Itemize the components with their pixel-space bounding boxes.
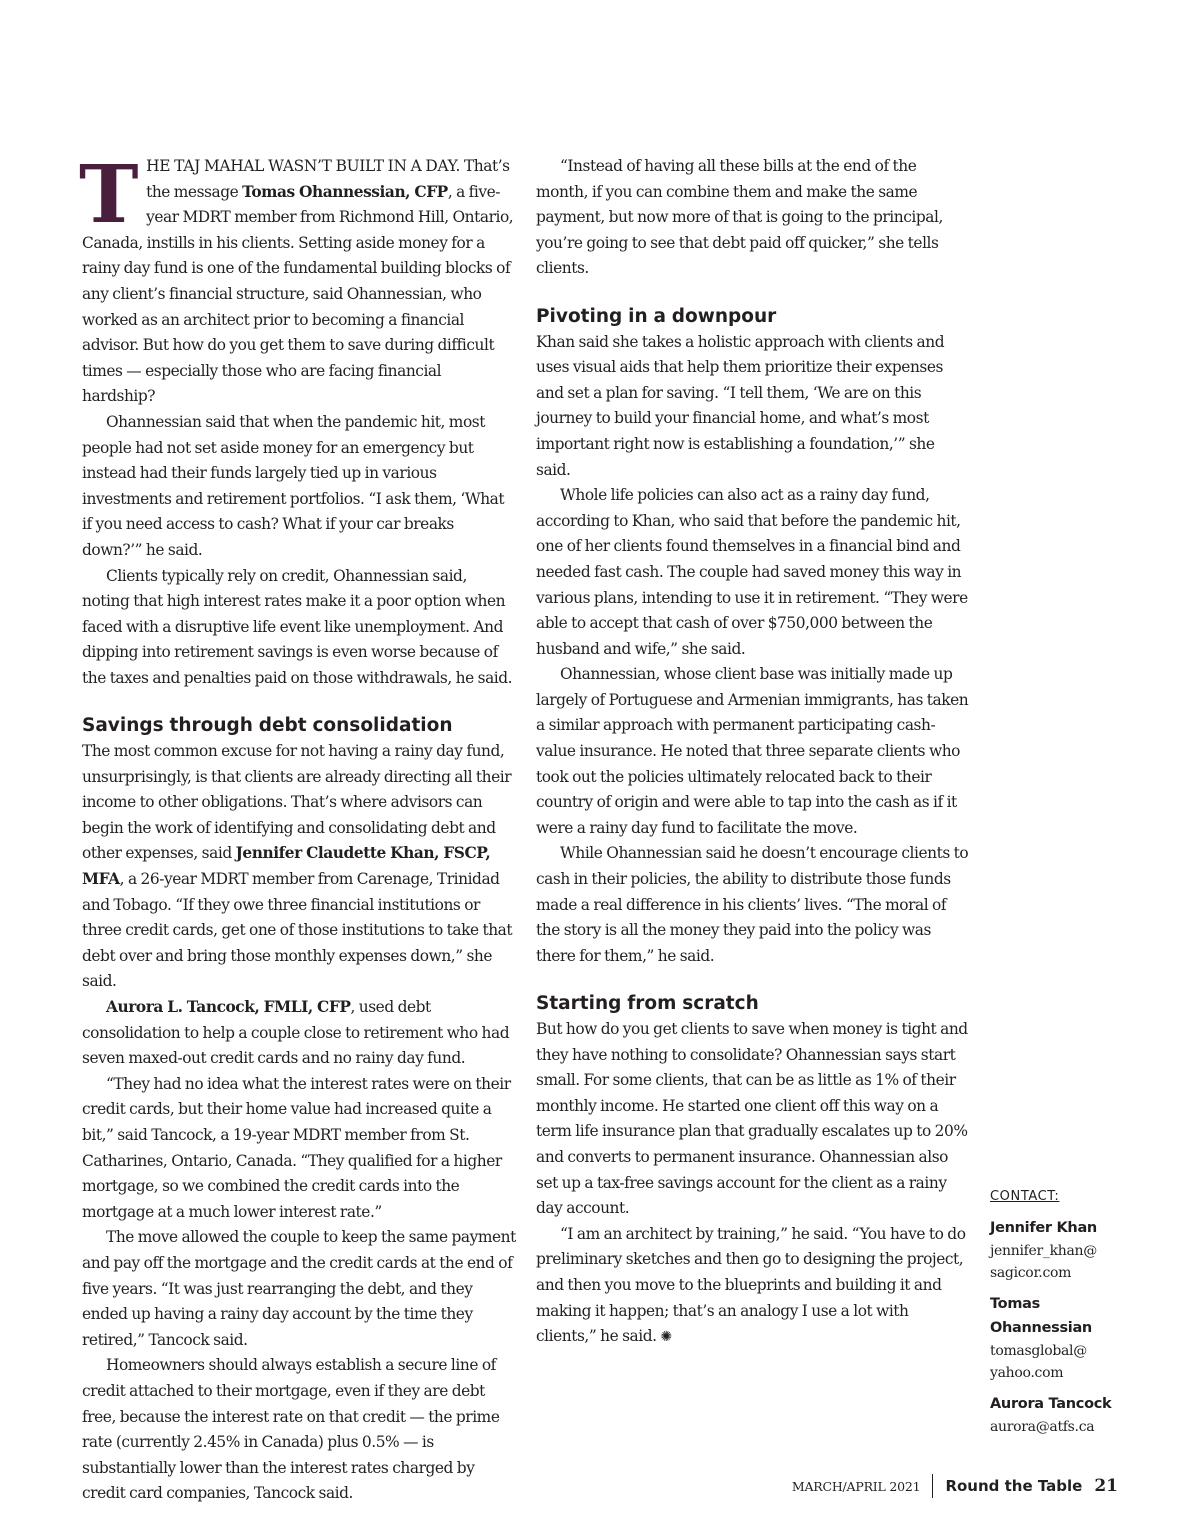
body-paragraph: “Instead of having all these bills at the end of the month, if you can combine them and make the same payment, but now more of that is going to the principal, you’re going to see that debt paid off quicker,” she tells clients.	[536, 157, 943, 278]
person-name: Tomas Ohannessian, CFP	[242, 182, 448, 201]
page-footer	[792, 1474, 1118, 1498]
body-paragraph: But how do you get clients to save when money is tight and they have nothing to consolidate? Ohannessian says start small. For some clients, that can be as little as 1% of their monthly income. He started one client off this way on a term life insurance plan that gradually escalates up to 20% and converts to permanent insurance. Ohannessian also set up a tax-free savings account for the client as a rainy day account.	[536, 1020, 968, 1218]
end-mark-icon: ✺	[660, 1329, 672, 1346]
page-number: 21	[1094, 1476, 1118, 1496]
contact-name: Aurora Tancock	[990, 1396, 1112, 1412]
lead-in: HE TAJ MAHAL WASN’T BUILT IN A DAY.	[146, 157, 461, 175]
body-paragraph: The most common excuse for not having a rainy day fund, unsurprisingly, is that clients are already directing all their income to other obligations. That’s where advisors can begin the work of identifying and consolidating debt and other expenses, said Jennifer Claudette Khan, FSCP, MFA, a 26-year MDRT member from Carenage, Trinidad and Tobago. “If they owe three financial institutions or three credit cards, get one of those institutions to take that debt over and bring those monthly expenses down,” she said.	[82, 742, 513, 991]
footer-divider	[932, 1474, 933, 1498]
issue-date: MARCH/APRIL 2021	[791, 1478, 921, 1494]
body-paragraph: “I am an architect by training,” he said. “You have to do preliminary sketches and then go to designing the project, and then you move to the blueprints and building it and making it happen; that’s an analogy I use a lot with clients,” he said. ✺	[536, 1224, 966, 1346]
contact-name: Jennifer Khan	[990, 1220, 1097, 1236]
contact-email: aurora@atfs.ca	[990, 1419, 1095, 1435]
body-paragraph: Khan said she takes a holistic approach with clients and uses visual aids that help them prioritize their expenses and set a plan for saving. “I tell them, ‘We are on this journey to build your financial home, and what’s most important right now is establishing a foundation,’” she said.	[536, 332, 945, 479]
section-heading-scratch: Starting from scratch	[536, 993, 759, 1015]
contact-box	[990, 1186, 1130, 1446]
magazine-name: Round the Table	[945, 1477, 1083, 1495]
person-name: Aurora L. Tancock, FMLI, CFP	[106, 998, 351, 1016]
section-heading-savings: Savings through debt consolidation	[82, 715, 453, 737]
body-paragraph: Aurora L. Tancock, FMLI, CFP, used debt consolidation to help a couple close to retirement who had seven maxed-out credit cards and no rainy day fund.	[82, 998, 510, 1068]
body-paragraph: Clients typically rely on credit, Ohannessian said, noting that high interest rates make it a poor option when faced with a disruptive life event like unemployment. And dipping into retirement savings is even worse because of the taxes and penalties paid on those withdrawals, he said.	[82, 566, 513, 687]
contact-name: Tomas Ohannessian	[990, 1296, 1092, 1336]
contact-email: jennifer_khan@ sagicor.com	[990, 1243, 1097, 1281]
drop-cap: T	[79, 147, 139, 241]
article-column-left	[79, 147, 516, 1507]
contact-email: tomasglobal@ yahoo.com	[990, 1343, 1087, 1381]
body-paragraph: Ohannessian said that when the pandemic hit, most people had not set aside money for an emergency but instead had their funds largely tied up in various investments and retirement portfolios. “I ask them, ‘What if you need access to cash? What if your car breaks down?’” he said.	[82, 412, 505, 559]
intro-paragraph: THE TAJ MAHAL WASN’T BUILT IN A DAY. That’s the message Tomas Ohannessian, CFP, a five-year MDRT member from Richmond Hill, Ontario, Canada, instills in his clients. Setting aside money for a rainy day fund is one of the fundamental building blocks of any client’s financial structure, said Ohannessian, who worked as an architect prior to becoming a financial advisor. But how do you get them to save during difficult times — especially those who are facing financial hardship?	[79, 147, 514, 406]
body-paragraph: The move allowed the couple to keep the same payment and pay off the mortgage and the credit cards at the end of five years. “It was just rearranging the debt, and they ended up having a rainy day account by the time they retired,” Tancock said.	[82, 1228, 516, 1349]
body-paragraph: Whole life policies can also act as a rainy day fund, according to Khan, who said that before the pandemic hit, one of her clients found themselves in a financial bind and needed fast cash. The couple had saved money this way in various plans, intending to use it in retirement. “They were able to accept that cash of over $750,000 between the husband and wife,” she said.	[536, 486, 968, 658]
body-paragraph: “They had no idea what the interest rates were on their credit cards, but their home value had increased quite a bit,” said Tancock, a 19-year MDRT member from St. Catharines, Ontario, Canada. “They qualified for a higher mortgage, so we combined the credit cards into the mortgage at a much lower interest rate.”	[82, 1074, 511, 1221]
article-column-right	[536, 154, 971, 1351]
body-paragraph: Homeowners should always establish a secure line of credit attached to their mortgage, even if they are debt free, because the interest rate on that credit — the prime rate (currently 2.45% in Canada) plus 0.5% — is substantially lower than the interest rates charged by credit card companies, Tancock said.	[82, 1356, 500, 1503]
person-name: Jennifer Claudette Khan, FSCP, MFA	[82, 844, 491, 889]
body-paragraph: While Ohannessian said he doesn’t encourage clients to cash in their policies, the ability to distribute those funds made a real difference in his clients’ lives. “The moral of the story is all the money they paid into the policy was there for them,” he said.	[536, 844, 969, 965]
contact-label: CONTACT:	[990, 1189, 1060, 1204]
section-heading-pivot: Pivoting in a downpour	[536, 305, 777, 327]
body-paragraph: Ohannessian, whose client base was initially made up largely of Portuguese and Armenian immigrants, has taken a similar approach with permanent participating cash-value insurance. He noted that three separate clients who took out the policies ultimately relocated back to their country of origin and were able to tap into the cash as if it were a rainy day fund to facilitate the move.	[536, 665, 969, 837]
